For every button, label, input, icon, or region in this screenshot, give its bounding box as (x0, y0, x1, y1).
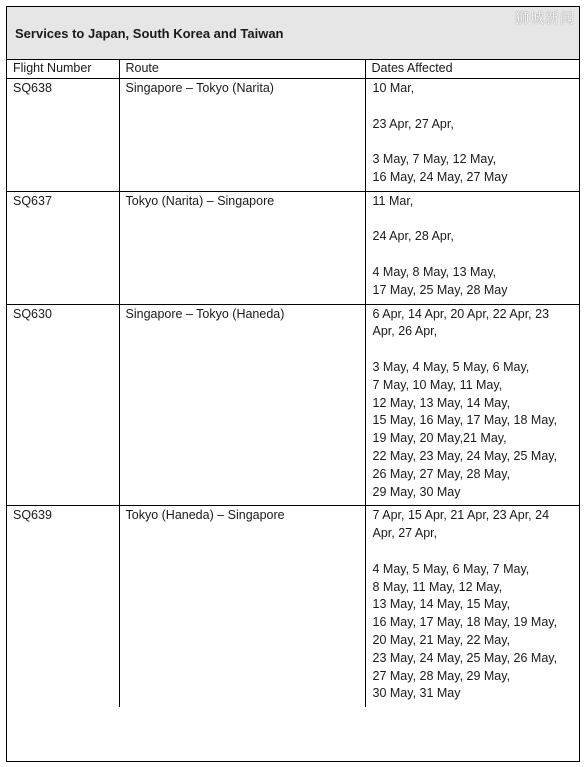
flight-number-cell: SQ638 (7, 79, 119, 192)
column-header-route: Route (119, 60, 365, 79)
dates-text: 4 May, 8 May, 13 May, 17 May, 25 May, 28 May (372, 264, 508, 297)
dates-text: 3 May, 4 May, 5 May, 6 May, 7 May, 10 May, 11 May, 12 May, 13 May, 14 May, 15 May, 16 May, 17 May, 18 May, 19 May, 20 May,21 May, 22 May, 23 May, 24 May, 25 May, 26 May, 27 May, 28 May, 29 May, 30 May (372, 359, 558, 499)
table-row (7, 191, 579, 304)
dates-text: 7 Apr, 15 Apr, 21 Apr, 23 Apr, 24 Apr, 27 Apr, (372, 508, 550, 541)
dates-affected-cell (365, 304, 579, 506)
table-row (7, 79, 579, 192)
dates-text: 6 Apr, 14 Apr, 20 Apr, 22 Apr, 23 Apr, 26 Apr, (372, 306, 550, 339)
affected-flights-table (7, 60, 579, 707)
route-cell: Singapore – Tokyo (Haneda) (119, 304, 365, 506)
route-cell: Tokyo (Narita) – Singapore (119, 191, 365, 304)
dates-affected-cell (365, 79, 579, 192)
header-row (7, 60, 579, 79)
table-row (7, 304, 579, 506)
flight-schedule-document (6, 6, 580, 762)
dates-affected-cell (365, 191, 579, 304)
dates-text: 10 Mar, (372, 81, 415, 95)
column-header-flight-number: Flight Number (7, 60, 119, 79)
dates-affected-cell (365, 506, 579, 707)
flight-number-cell: SQ630 (7, 304, 119, 506)
dates-text: 23 Apr, 27 Apr, (372, 116, 454, 131)
dates-text: 11 Mar, (372, 193, 414, 208)
watermark-text: 狮城新闻 (515, 10, 575, 26)
flight-number-cell: SQ637 (7, 191, 119, 304)
dates-text: 3 May, 7 May, 12 May, 16 May, 24 May, 27 May (372, 152, 508, 184)
dates-text: 24 Apr, 28 Apr, (372, 229, 454, 244)
route-cell: Singapore – Tokyo (Narita) (119, 79, 365, 192)
dates-text: 4 May, 5 May, 6 May, 7 May, 8 May, 11 May, 12 May, 13 May, 14 May, 15 May, 16 May, 17 May, 18 May, 19 May, 20 May, 21 May, 22 May, 23 May, 24 May, 25 May, 26 May, 27 May, 28 May, 29 May, 30 May, 31 May (372, 561, 558, 701)
table-heading: Services to Japan, South Korea and Taiwan (7, 7, 579, 60)
route-cell: Tokyo (Haneda) – Singapore (119, 506, 365, 707)
table-row (7, 506, 579, 707)
flight-number-cell: SQ639 (7, 506, 119, 707)
column-header-dates-affected: Dates Affected (365, 60, 579, 79)
